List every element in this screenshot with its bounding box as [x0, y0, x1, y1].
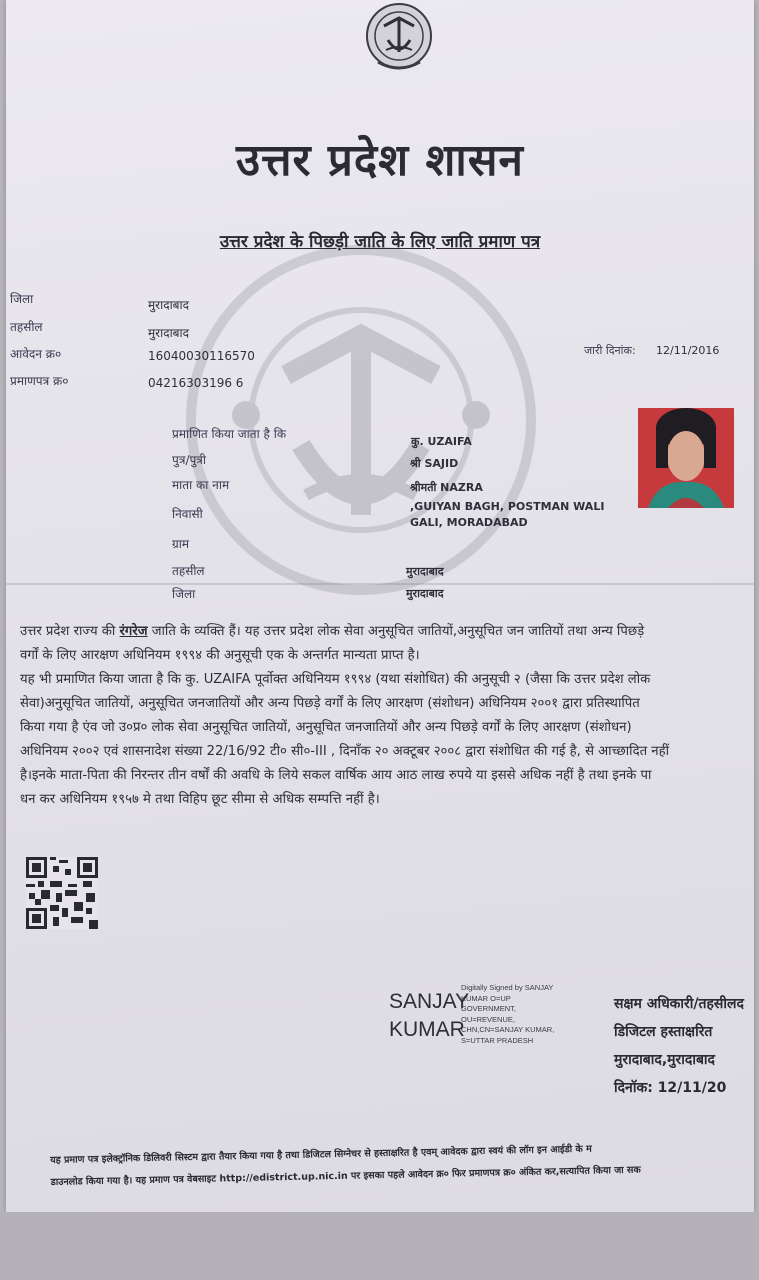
application-number: 16040030116570 [148, 349, 255, 363]
district-label: जिला [10, 292, 34, 306]
relation-label: पुत्र/पुत्री [172, 453, 207, 467]
footer-note: यह प्रमाण पत्र इलेक्ट्रॉनिक डिलिवरी सिस्टम द्वारा तैयार किया गया है तथा डिजिटल सिग्नेचर से हस्ताक्षरित है एवम् आवेदक द्वारा स्वयं की लॉग इन आईडी के म डाउनलोड किया गया है। यह प्रमाण पत्र वेबसाइट http://edistrict.up.nic.in पर इसका पहले आवेदन क्र० फिर प्रमाणपत्र क्र० अंकित कर,सत्यापित किया जा सक [50, 1143, 641, 1188]
district-value: मुरादाबाद [148, 298, 190, 312]
signature-name: SANJAY KUMAR [389, 990, 470, 1041]
body-line-7: है।इनके माता-पिता की निरन्तर तीन वर्षों की अवधि के लिये सकल वार्षिक आय आठ लाख रुपये या इससे अधिक नहीं है तथा इनके पा [20, 768, 652, 783]
village-label: ग्राम [172, 537, 190, 551]
certificate-number: 04216303196 6 [148, 376, 244, 390]
resident-label: निवासी [172, 507, 203, 521]
body-line-3: यह भी प्रमाणित किया जाता है कि कु. UZAIFA पूर्वोक्त अधिनियम १९९४ (यथा संशोधित) की अनुसूची २ (जैसा कि उत्तर प्रदेश लोक [20, 672, 651, 687]
qr-code-icon [26, 857, 98, 929]
tehsil-label: तहसील [10, 320, 43, 334]
caste-name: रंगरेज [119, 624, 148, 639]
certificate-body [20, 620, 754, 812]
body-line-2: वर्गों के लिए आरक्षण अधिनियम १९९४ की अनुसूची एक के अन्तर्गत मान्यता प्राप्त है। [20, 648, 420, 663]
certify-label: प्रमाणित किया जाता है कि [172, 427, 287, 441]
address-line-2: GALI, MORADABAD [410, 516, 528, 529]
mother-name: श्रीमती NAZRA [410, 481, 483, 494]
mother-label: माता का नाम [172, 478, 230, 492]
issue-date: 12/11/2016 [656, 344, 720, 357]
certificate-subtitle: उत्तर प्रदेश के पिछड़ी जाति के लिए जाति प्रमाण पत्र [219, 232, 541, 252]
applicant-name: कु. UZAIFA [411, 435, 472, 448]
background-surface [0, 1212, 759, 1280]
digital-signature-details: Digitally Signed by SANJAY KUMAR O=UP GOVERNMENT, OU=REVENUE, CHN,CN=SANJAY KUMAR, S=UTTAR PRADESH [461, 983, 555, 1045]
certificate-paper [6, 0, 754, 1212]
certificate-number-label: प्रमाणपत्र क्र० [10, 374, 69, 388]
watermark-seal-icon [176, 245, 546, 595]
tehsil-value: मुरादाबाद [148, 326, 190, 340]
applicant-photo [638, 408, 734, 508]
body-line-1: उत्तर प्रदेश राज्य की रंगरेज जाति के व्यक्ति हैं। यह उत्तर प्रदेश लोक सेवा अनुसूचित जातियों,अनुसूचित जन जातियों तथा अन्य पिछड़े [20, 624, 645, 639]
person-district-label: जिला [172, 587, 196, 601]
issue-date-label: जारी दिनांक: [584, 344, 636, 357]
person-tehsil-value: मुरादाबाद [406, 565, 444, 578]
up-emblem-icon [364, 0, 434, 80]
issuing-authority: सक्षम अधिकारी/तहसीलद डिजिटल हस्ताक्षरित मुरादाबाद,मुरादाबाद दिनॉक: 12/11/20 [614, 996, 744, 1096]
body-line-8: धन कर अधिनियम १९५७ मे तथा विहिप छूट सीमा से अधिक सम्पत्ति नहीं है। [20, 792, 380, 807]
father-name: श्री SAJID [410, 457, 459, 470]
body-line-4: सेवा)अनुसूचित जातियों, अनुसूचित जनजातियों और अन्य पिछड़े वर्गों के लिए आरक्षण (संशोधन) अधिनियम २००१ द्वारा प्रतिस्थापित [20, 696, 640, 711]
application-label: आवेदन क्र० [10, 347, 62, 361]
person-tehsil-label: तहसील [172, 564, 205, 578]
address-line-1: ,GUIYAN BAGH, POSTMAN WALI [410, 500, 605, 513]
person-district-value: मुरादाबाद [406, 587, 444, 600]
body-line-6: अधिनियम २००२ एवं शासनादेश संख्या 22/16/92 टी० सी०-III , दिनाँक २० अक्टूबर २००८ द्वारा संशोधित की गई है, से आच्छादित नहीं [20, 744, 670, 759]
body-line-5: किया गया है एंव जो उ०प्र० लोक सेवा अनुसूचित जातियों, अनुसूचित जनजातियों और अन्य पिछड़े वर्गों के लिए आरक्षण (संशोधन) [20, 720, 632, 735]
page-title: उत्तर प्रदेश शासन [236, 135, 524, 186]
